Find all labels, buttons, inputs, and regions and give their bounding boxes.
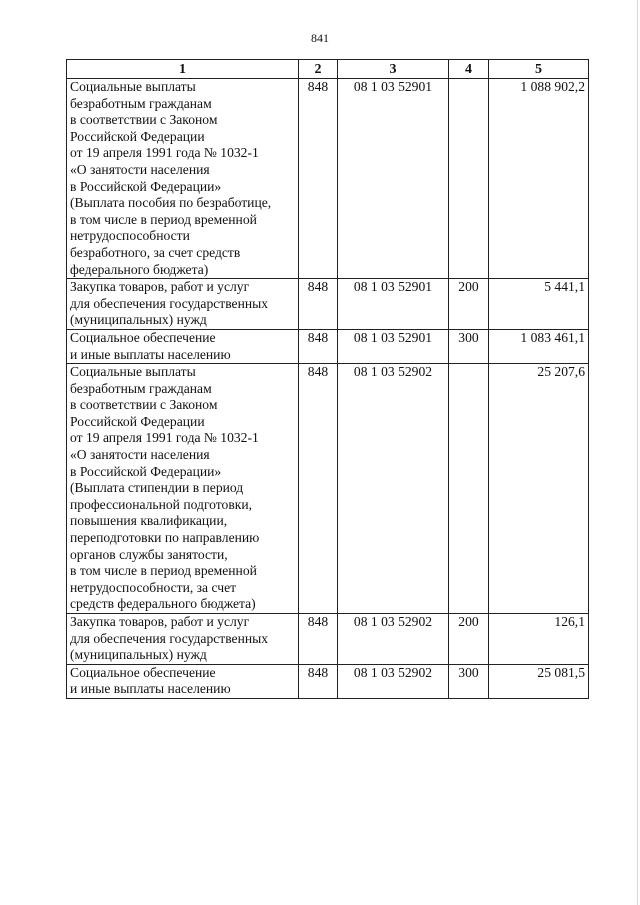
page-edge-line bbox=[637, 0, 638, 905]
row-amount-cell: 25 207,6 bbox=[489, 364, 589, 614]
row-expense-type-cell: 300 bbox=[449, 329, 489, 363]
row-amount-cell: 25 081,5 bbox=[489, 664, 589, 698]
table-row bbox=[67, 614, 589, 665]
page-number: 841 bbox=[311, 31, 329, 45]
row-target-code-cell: 08 1 03 52901 bbox=[338, 329, 449, 363]
row-name-cell: Закупка товаров, работ и услуг для обеспечения государственных (муниципальных) нужд bbox=[67, 279, 299, 330]
row-amount-cell: 5 441,1 bbox=[489, 279, 589, 330]
row-amount-cell: 126,1 bbox=[489, 614, 589, 665]
row-admin-code-cell: 848 bbox=[299, 664, 338, 698]
table-row bbox=[67, 329, 589, 363]
row-admin-code-cell: 848 bbox=[299, 614, 338, 665]
row-expense-type-cell bbox=[449, 79, 489, 279]
row-admin-code-cell: 848 bbox=[299, 79, 338, 279]
row-expense-type-cell: 300 bbox=[449, 664, 489, 698]
row-admin-code-cell: 848 bbox=[299, 329, 338, 363]
row-name-cell: Социальное обеспечение и иные выплаты населению bbox=[67, 329, 299, 363]
row-amount-cell: 1 088 902,2 bbox=[489, 79, 589, 279]
row-target-code-cell: 08 1 03 52901 bbox=[338, 279, 449, 330]
row-name-cell: Социальные выплаты безработным гражданам в соответствии с Законом Российской Федерации от 19 апреля 1991 года № 1032-1 «О занятости населения в Российской Федерации» (Выплата стипендии в период профессиональной подготовки, повышения квалификации, переподготовки по направлению органов службы занятости, в том числе в период временной нетрудоспособности, за счет средств федерального бюджета) bbox=[67, 364, 299, 614]
row-name-cell: Социальные выплаты безработным гражданам в соответствии с Законом Российской Федерации от 19 апреля 1991 года № 1032-1 «О занятости населения в Российской Федерации» (Выплата пособия по безработице, в том числе в период временной нетрудоспособности безработного, за счет средств федерального бюджета) bbox=[67, 79, 299, 279]
row-target-code-cell: 08 1 03 52902 bbox=[338, 614, 449, 665]
table-row bbox=[67, 664, 589, 698]
table-row bbox=[67, 279, 589, 330]
column-header-3: 3 bbox=[338, 60, 449, 79]
table-row bbox=[67, 79, 589, 279]
table-header-row bbox=[67, 60, 589, 79]
row-admin-code-cell: 848 bbox=[299, 279, 338, 330]
column-header-2: 2 bbox=[299, 60, 338, 79]
row-target-code-cell: 08 1 03 52901 bbox=[338, 79, 449, 279]
row-expense-type-cell: 200 bbox=[449, 614, 489, 665]
row-expense-type-cell bbox=[449, 364, 489, 614]
column-header-1: 1 bbox=[67, 60, 299, 79]
row-target-code-cell: 08 1 03 52902 bbox=[338, 364, 449, 614]
column-header-5: 5 bbox=[489, 60, 589, 79]
row-name-cell: Социальное обеспечение и иные выплаты населению bbox=[67, 664, 299, 698]
row-name-cell: Закупка товаров, работ и услуг для обеспечения государственных (муниципальных) нужд bbox=[67, 614, 299, 665]
row-expense-type-cell: 200 bbox=[449, 279, 489, 330]
row-admin-code-cell: 848 bbox=[299, 364, 338, 614]
column-header-4: 4 bbox=[449, 60, 489, 79]
table-row bbox=[67, 364, 589, 614]
row-target-code-cell: 08 1 03 52902 bbox=[338, 664, 449, 698]
budget-table bbox=[66, 59, 589, 699]
row-amount-cell: 1 083 461,1 bbox=[489, 329, 589, 363]
